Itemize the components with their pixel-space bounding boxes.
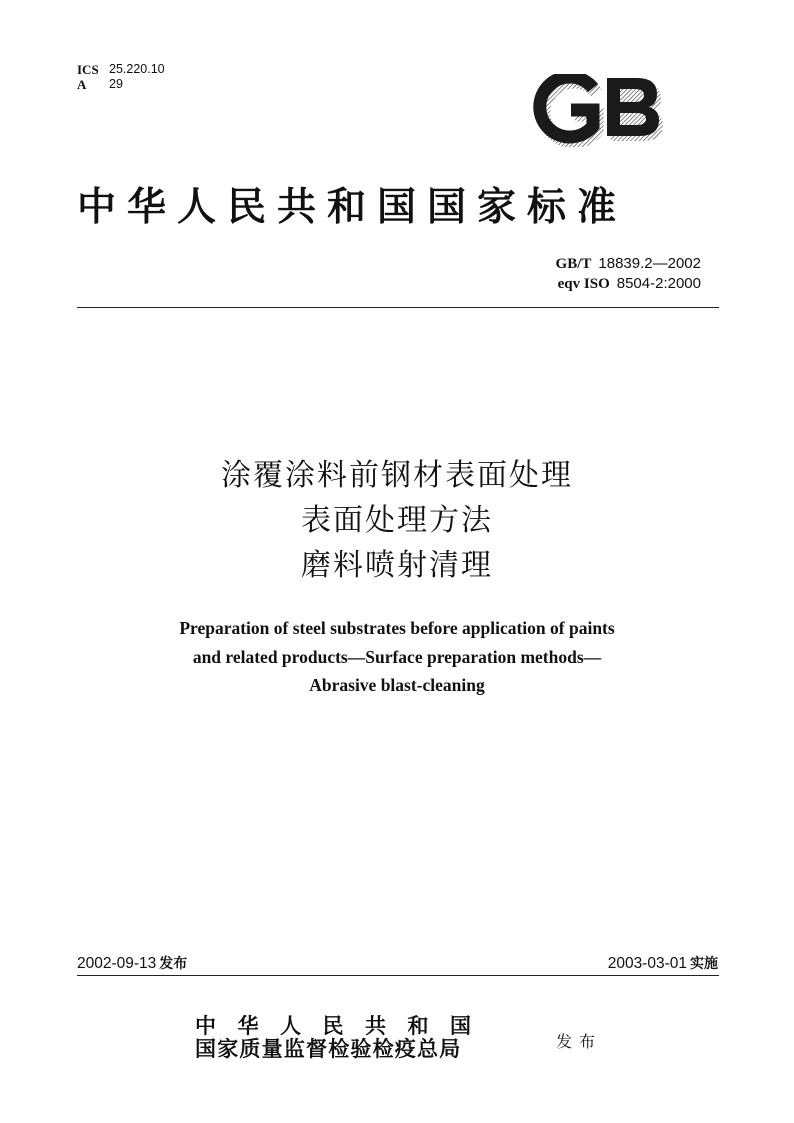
equivalence-label: eqv ISO — [557, 276, 610, 292]
ccs-code: 29 — [109, 77, 123, 91]
chinese-title-line1: 涂覆涂料前钢材表面处理 — [221, 458, 573, 493]
english-title — [0, 614, 794, 700]
standard-number-label: GB/T — [555, 256, 592, 272]
ccs-label: A — [77, 77, 87, 92]
bottom-divider — [77, 975, 719, 976]
issue-date-value: 2002-09-13 — [77, 955, 157, 972]
issue-label: 发布 — [159, 956, 188, 972]
chinese-title — [0, 453, 794, 588]
implement-label: 实施 — [690, 956, 718, 972]
implement-date-value: 2003-03-01 — [607, 955, 687, 972]
issuer-action: 发布 — [556, 1032, 603, 1051]
english-title-line2: and related products—Surface preparation methods— — [192, 646, 602, 667]
ics-label: ICS — [77, 62, 99, 77]
national-standard-title: 中华人民共和国国家标准 — [77, 184, 628, 230]
equivalence-number: 8504-2:2000 — [616, 275, 701, 292]
ics-code: 25.220.10 — [109, 62, 165, 76]
english-title-line3: Abrasive blast-cleaning — [309, 675, 485, 695]
issue-date — [77, 953, 187, 973]
gb-logo-icon — [531, 74, 671, 147]
chinese-title-line2: 表面处理方法 — [301, 503, 493, 538]
implement-date — [608, 953, 718, 973]
top-divider — [77, 307, 719, 308]
classification-codes — [77, 62, 165, 92]
english-title-line1: Preparation of steel substrates before application of paints — [179, 618, 615, 638]
issuing-authority — [195, 1014, 493, 1060]
chinese-title-line3: 磨料喷射清理 — [301, 548, 493, 583]
standard-number-block — [556, 254, 701, 294]
issuer-line1: 中华人民共和国 — [195, 1013, 493, 1038]
issuer-line2: 国家质量监督检验检疫总局 — [195, 1036, 462, 1061]
standard-number: 18839.2—2002 — [598, 255, 701, 272]
